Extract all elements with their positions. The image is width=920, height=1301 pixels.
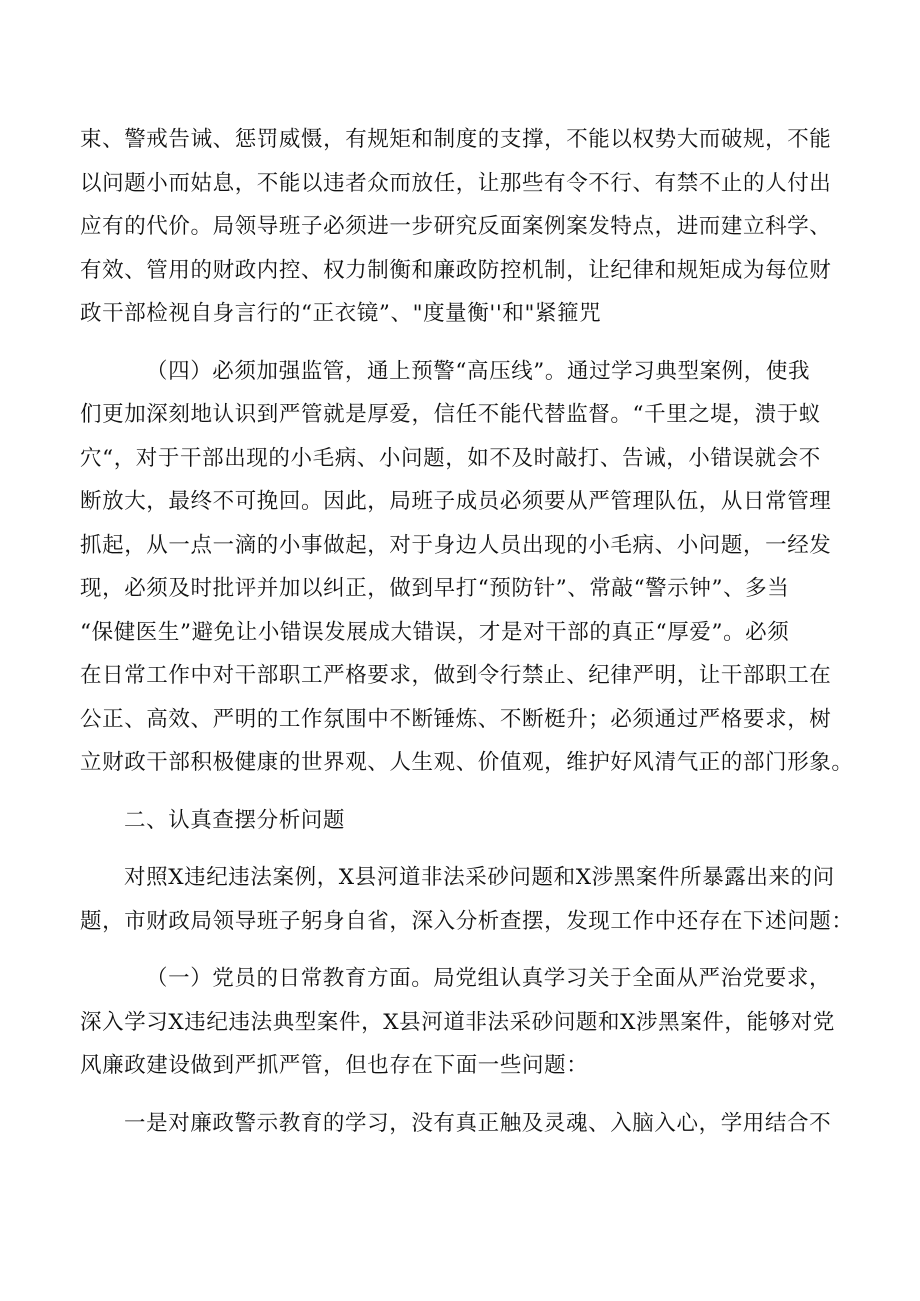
text-line: （一）党员的日常教育方面。局党组认真学习关于全面从严治党要求， bbox=[146, 966, 832, 991]
text-line: 现，必须及时批评并加以纠正，做到早打“预防针”、常敲“警示钟”、多当 bbox=[80, 576, 790, 601]
text-line: 题，市财政局领导班子躬身自省，深入分析查摆，发现工作中还存在下述问题： bbox=[80, 908, 854, 934]
text-line: 深入学习X违纪违法典型案件，X县河道非法采砂问题和X涉黑案件，能够对党 bbox=[80, 1009, 835, 1035]
text-line: （四）必须加强监管，通上预警“高压线”。通过学习典型案例，使我 bbox=[146, 358, 811, 384]
text-line: 以问题小而姑息，不能以违者众而放任，让那些有令不行、有禁不止的人付出 bbox=[80, 170, 832, 196]
text-line: 立财政干部积极健康的世界观、人生观、价值观，维护好风清气正的部门形象。 bbox=[80, 750, 854, 775]
text-line: 对照X违纪违法案例，X县河道非法采砂问题和X涉黑案件所暴露出来的问 bbox=[124, 865, 835, 890]
document-page bbox=[80, 118, 860, 1145]
paragraph-point-one bbox=[80, 1102, 860, 1146]
text-line: 抓起，从一点一滴的小事做起，对于身边人员出现的小毛病、小问题，一经发 bbox=[80, 532, 832, 558]
text-line: 断放大，最终不可挽回。因此，局班子成员必须要从严管理队伍，从日常管理 bbox=[80, 489, 832, 514]
text-line: 束、警戒告诫、惩罚威慑，有规矩和制度的支撑，不能以权势大而破规，不能 bbox=[80, 127, 832, 152]
text-line: 风廉政建设做到严抓严管，但也存在下面一些问题： bbox=[80, 1053, 589, 1078]
text-line: 公正、高效、严明的工作氛围中不断锤炼、不断梃升；必须通过严格要求，树 bbox=[80, 706, 832, 732]
text-line: 穴“，对于干部出现的小毛病、小问题，如不及时敲打、告诫，小错误就会不 bbox=[80, 445, 821, 471]
text-line: 在日常工作中对干部职工严格要求，做到令行禁止、纪律严明，让干部职工在 bbox=[80, 663, 832, 688]
text-line: 们更加深刻地认识到严管就是厚爱，信任不能代替监督。“千里之堤，溃于蚁 bbox=[80, 402, 821, 427]
paragraph-section-four-supervision bbox=[80, 350, 860, 785]
section-heading-two bbox=[80, 799, 860, 843]
text-line: “保健医生”避免让小错误发展成大错误，才是对干部的真正“厚爱”。必须 bbox=[80, 619, 790, 645]
paragraph-discipline-rules bbox=[80, 118, 860, 336]
text-line: 政干部检视自身言行的“正衣镜”、"度量衡''和"紧箍咒 bbox=[80, 301, 602, 326]
paragraph-section-one-education bbox=[80, 957, 860, 1088]
text-line: 应有的代价。局领导班子必须进一步研究反面案例案发特点，进而建立科学、 bbox=[80, 214, 832, 239]
text-line: 有效、管用的财政内控、权力制衡和廉政防控机制，让纪律和规矩成为每位财 bbox=[80, 257, 832, 283]
heading-text: 二、认真查摆分析问题 bbox=[124, 807, 346, 833]
paragraph-case-comparison bbox=[80, 856, 860, 943]
text-line: 一是对廉政警示教育的学习，没有真正触及灵魂、入脑入心，学用结合不 bbox=[124, 1110, 832, 1136]
